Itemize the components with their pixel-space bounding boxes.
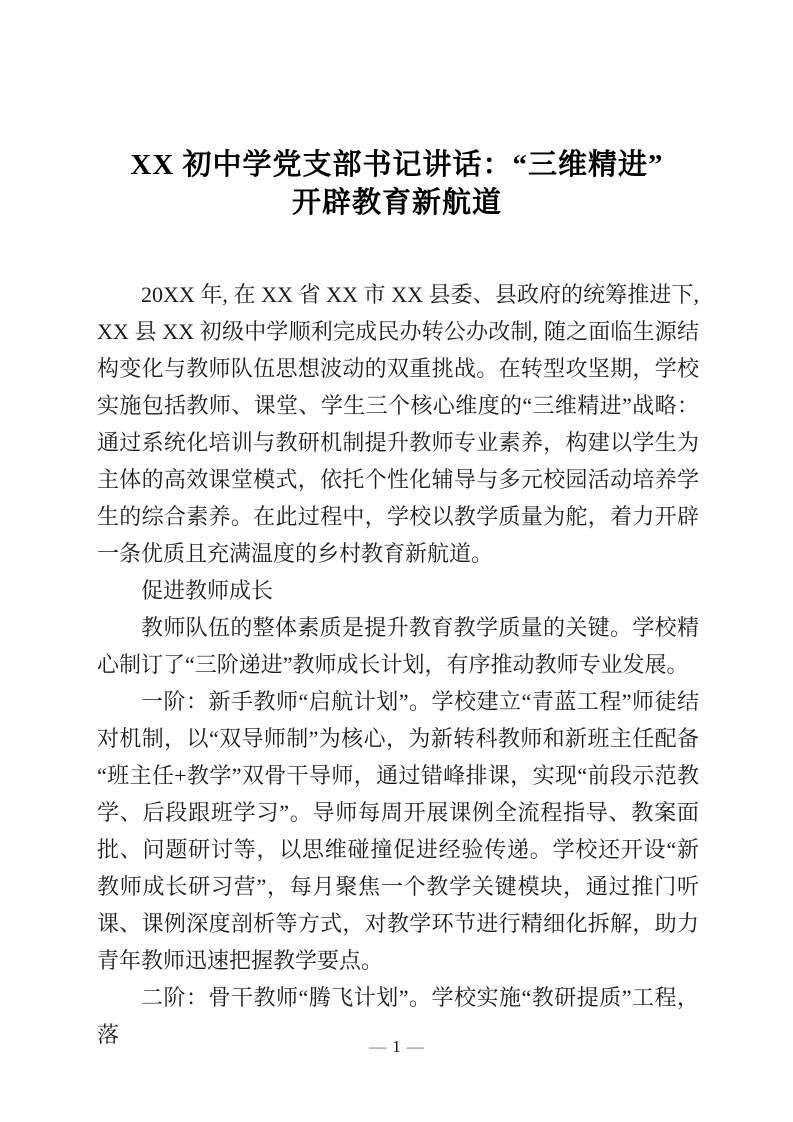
paragraph-stage-two: 二阶：骨干教师“腾飞计划”。学校实施“教研提质”工程，落 [97, 985, 699, 1047]
document-body [97, 276, 699, 1053]
document-title-line1: XX 初中学党支部书记讲话：“三维精进” [130, 149, 664, 181]
page-number: 1 [392, 1037, 401, 1056]
document-title [96, 146, 698, 222]
paragraph-intro: 20XX 年, 在 XX 省 XX 市 XX 县委、县政府的统筹推进下, XX 县 XX 初级中学顺利完成民办转公办改制, 随之面临生源结构变化与教师队伍思想波动的双重挑战。在转型攻坚期，学校实施包括教师、课堂、学生三个核心维度的“三维精进”战略：通过系统化培训与教研机制提升教师专业素养，构建以学生为主体的高效课堂模式，依托个性化辅导与多元校园活动培养学生的综合素养。在此过程中，学校以教学质量为舵，着力开辟一条优质且充满温度的乡村教育新航道。 [97, 282, 699, 566]
footer-right-dash: — [406, 1037, 424, 1056]
page-footer [0, 1036, 793, 1058]
footer-left-dash: — [369, 1037, 387, 1056]
document-title-line2: 开辟教育新航道 [291, 187, 502, 219]
paragraph-stage-one: 一阶：新手教师“启航计划”。学校建立“青蓝工程”师徒结对机制，以“双导师制”为核心，为新转科教师和新班主任配备“班主任+教学”双骨干导师，通过错峰排课，实现“前段示范教学、后段跟班学习”。导师每周开展课例全流程指导、教案面批、问题研讨等，以思维碰撞促进经验传递。学校还开设“新教师成长研习营”，每月聚焦一个教学关键模块，通过推门听课、课例深度剖析等方式，对教学环节进行精细化拆解，助力青年教师迅速把握教学要点。 [97, 689, 699, 973]
section-heading-teacher-growth: 促进教师成长 [141, 578, 274, 603]
paragraph-teacher-quality: 教师队伍的整体素质是提升教育教学质量的关键。学校精心制订了“三阶递进”教师成长计划，有序推动教师专业发展。 [97, 615, 699, 677]
